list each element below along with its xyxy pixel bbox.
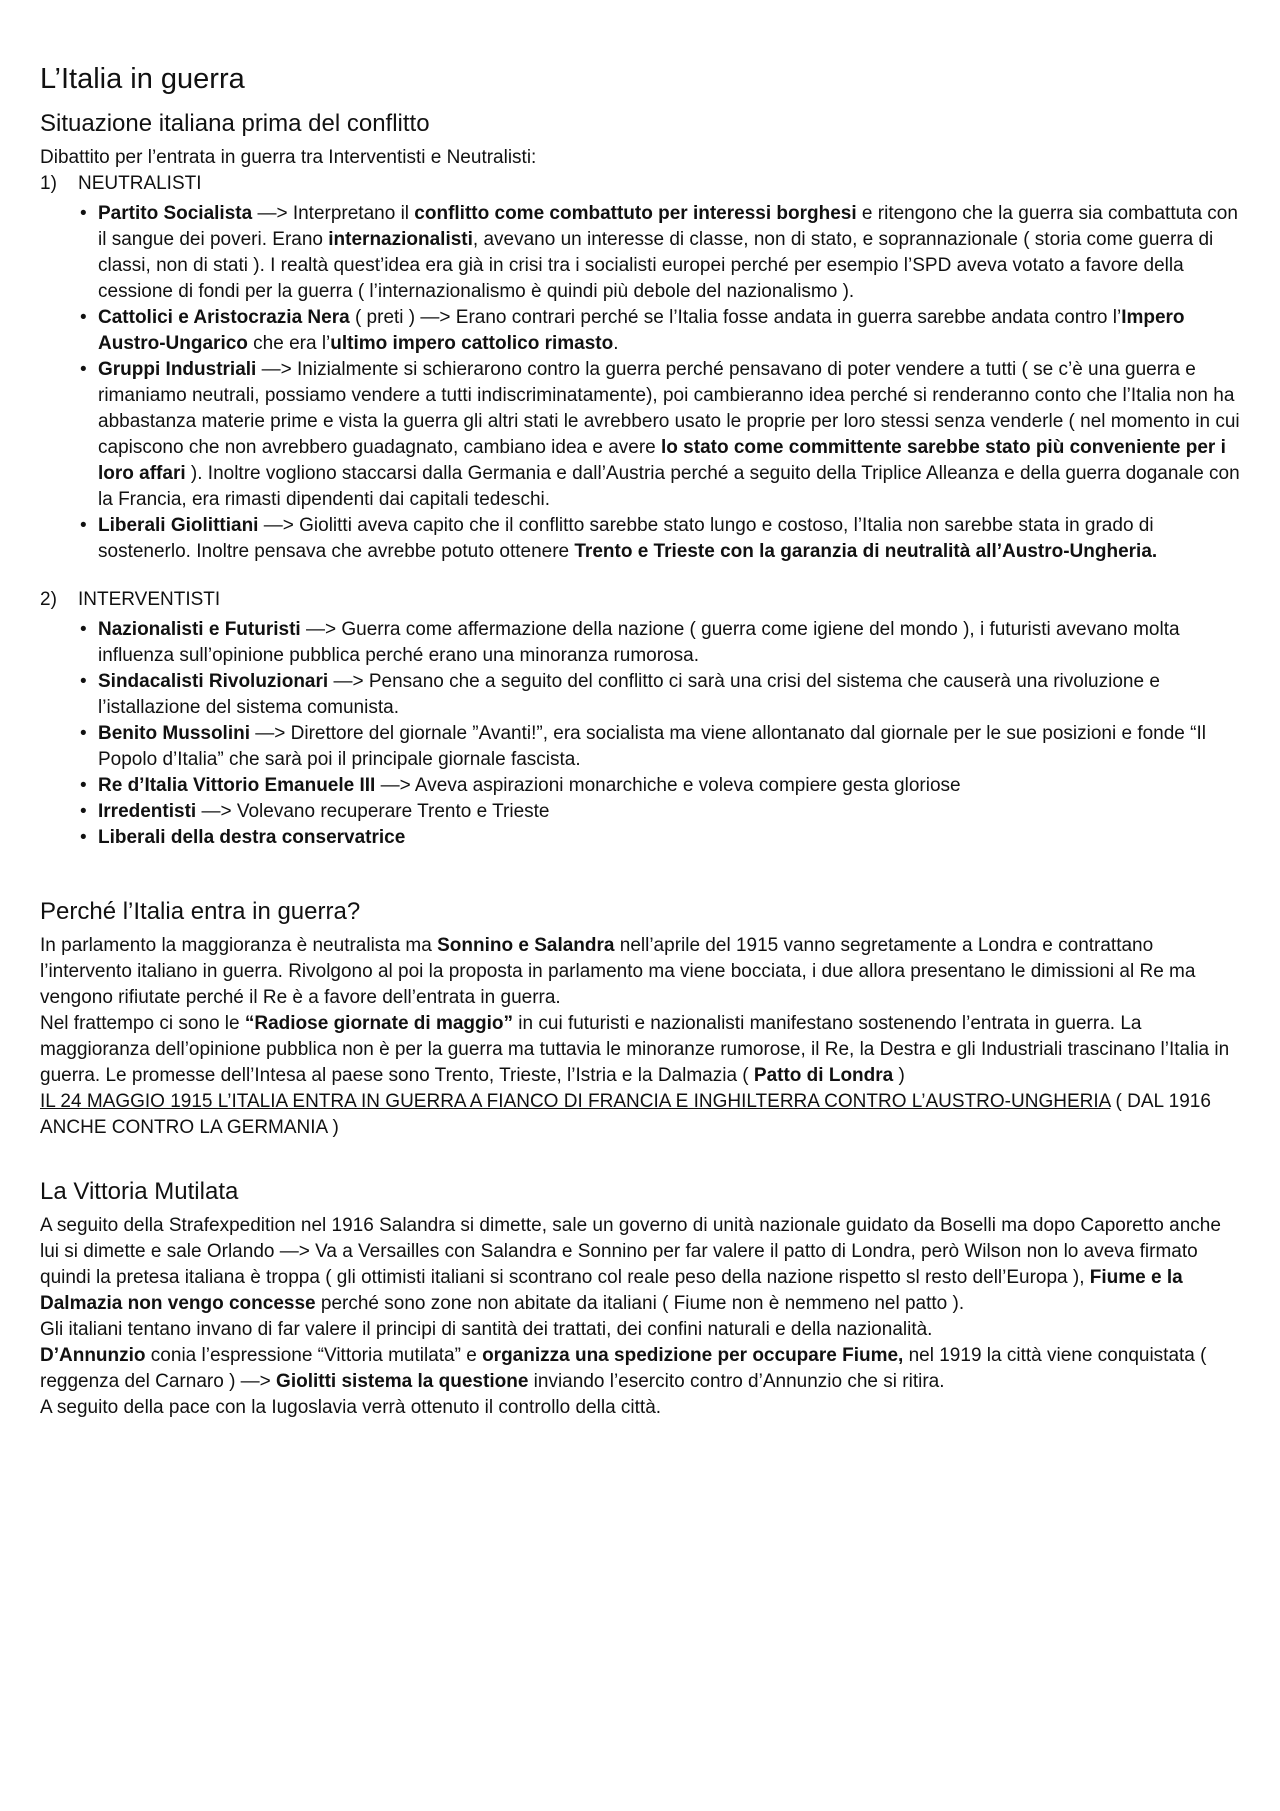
section-heading-perche: Perché l’Italia entra in guerra?	[40, 897, 361, 925]
section-vittoria-mutilata	[40, 1177, 1240, 1421]
list-item: • Partito Socialista —> Interpretano il conflitto come combattuto per interessi borghesi e ritengono che la guerra sia combattuta con il sangue dei poveri. Erano internazionalisti, avevano un interesse di classe, non di stato, e soprannazionale ( storia come guerra di classi, non di stati ). I realtà quest’idea era già in crisi tra i socialisti europei perché per esempio l’SPD aveva votato a favore della cessione di fondi per la guerra ( l’internazionalismo è quindi più debole del nazionalismo ).	[80, 201, 1240, 305]
section-perche	[40, 897, 1240, 1141]
list-item: • Liberali Giolittiani —> Giolitti aveva capito che il conflitto sarebbe stato lungo e costoso, l’Italia non sarebbe stata in grado di sostenerlo. Inoltre pensava che avrebbe potuto ottenere Trento e Trieste con la garanzia di neutralità all’Austro-Ungheria.	[80, 513, 1240, 565]
list-header-label: INTERVENTISTI	[78, 588, 221, 610]
paragraph: IL 24 MAGGIO 1915 L’ITALIA ENTRA IN GUERRA A FIANCO DI FRANCIA E INGHILTERRA CONTRO L’AUSTRO-UNGHERIA ( DAL 1916 ANCHE CONTRO LA GERMANIA )	[40, 1090, 1211, 1138]
section-situazione	[40, 109, 1240, 851]
section-heading-vittoria: La Vittoria Mutilata	[40, 1177, 239, 1205]
list-item: • Cattolici e Aristocrazia Nera ( preti ) —> Erano contrari perché se l’Italia fosse andata in guerra sarebbe andata contro l’Impero Austro-Ungarico che era l’ultimo impero cattolico rimasto.	[80, 305, 1240, 357]
underlined-statement: IL 24 MAGGIO 1915 L’ITALIA ENTRA IN GUERRA A FIANCO DI FRANCIA E INGHILTERRA CONTRO L’AUSTRO-UNGHERIA	[40, 1090, 1111, 1112]
paragraph: A seguito della Strafexpedition nel 1916 Salandra si dimette, sale un governo di unità nazionale guidato da Boselli ma dopo Caporetto anche lui si dimette e sale Orlando —> Va a Versailles con Salandra e Sonnino per far valere il patto di Londra, però Wilson non lo aveva firmato quindi la pretesa italiana è troppa ( gli ottimisti italiani si scontrano col reale peso della nazione rispetto sl resto dell’Europa ), Fiume e la Dalmazia non vengo concesse perché sono zone non abitate da italiani ( Fiume non è nemmeno nel patto ).	[40, 1214, 1221, 1314]
list-item: • Re d’Italia Vittorio Emanuele III —> Aveva aspirazioni monarchiche e voleva compiere gesta gloriose	[80, 773, 1240, 799]
paragraph: D’Annunzio conia l’espressione “Vittoria mutilata” e organizza una spedizione per occupare Fiume, nel 1919 la città viene conquistata ( reggenza del Carnaro ) —> Giolitti sistema la questione inviando l’esercito contro d’Annunzio che si ritira.	[40, 1344, 1207, 1392]
list-number: 1)	[40, 172, 57, 194]
list-header-neutralisti	[40, 171, 1240, 197]
list-item: • Gruppi Industriali —> Inizialmente si schierarono contro la guerra perché pensavano di poter vendere a tutti ( se c’è una guerra e rimaniamo neutrali, possiamo vendere a tutti indiscriminatamente), poi cambieranno idea perché si renderanno conto che l’Italia non ha abbastanza materie prime e vista la guerra gli altri stati le avrebbero usato le proprie per loro stessi senza venderle ( nel momento in cui capiscono che non avrebbero guadagnato, cambiano idea e avere lo stato come committente sarebbe stato più conveniente per i loro affari ). Inoltre vogliono staccarsi dalla Germania e dall’Austria perché a seguito della Triplice Alleanza e della guerra doganale con la Francia, era rimasti dipendenti dai capitali tedeschi.	[80, 357, 1240, 513]
list-item: • Nazionalisti e Futuristi —> Guerra come affermazione della nazione ( guerra come igiene del mondo ), i futuristi avevano molta influenza sull’opinione pubblica perché erano una minoranza rumorosa.	[80, 617, 1240, 669]
list-item: • Liberali della destra conservatrice	[80, 825, 1240, 851]
neutralisti-list	[40, 201, 1240, 565]
list-item: • Sindacalisti Rivoluzionari —> Pensano che a seguito del conflitto ci sarà una crisi del sistema che causerà una rivoluzione e l’istallazione del sistema comunista.	[80, 669, 1240, 721]
list-item: • Benito Mussolini —> Direttore del giornale ”Avanti!”, era socialista ma viene allontanato dal giornale per le sue posizioni e fonde “Il Popolo d’Italia” che sarà poi il principale giornale fascista.	[80, 721, 1240, 773]
list-header-interventisti	[40, 587, 1240, 613]
list-item: • Irredentisti —> Volevano recuperare Trento e Trieste	[80, 799, 1240, 825]
page-title: L’Italia in guerra	[40, 63, 245, 95]
paragraph: Gli italiani tentano invano di far valere il principi di santità dei trattati, dei confini naturali e della nazionalità.	[40, 1318, 933, 1340]
interventisti-list	[40, 617, 1240, 851]
list-number: 2)	[40, 588, 57, 610]
section-heading-situazione: Situazione italiana prima del conflitto	[40, 109, 430, 137]
list-header-label: NEUTRALISTI	[78, 172, 202, 194]
paragraph: Nel frattempo ci sono le “Radiose giornate di maggio” in cui futuristi e nazionalisti manifestano sostenendo l’entrata in guerra. La maggioranza dell’opinione pubblica non è per la guerra ma tuttavia le minoranze rumorose, il Re, la Destra e gli Industriali trascinano l’Italia in guerra. Le promesse dell’Intesa al paese sono Trento, Trieste, l’Istria e la Dalmazia ( Patto di Londra )	[40, 1012, 1230, 1086]
section-intro: Dibattito per l’entrata in guerra tra Interventisti e Neutralisti:	[40, 146, 537, 168]
paragraph: A seguito della pace con la Iugoslavia verrà ottenuto il controllo della città.	[40, 1396, 662, 1418]
paragraph: In parlamento la maggioranza è neutralista ma Sonnino e Salandra nell’aprile del 1915 vanno segretamente a Londra e contrattano l’intervento italiano in guerra. Rivolgono al poi la proposta in parlamento ma viene bocciata, i due allora presentano le dimissioni al Re ma vengono rifiutate perché il Re è a favore dell’entrata in guerra.	[40, 934, 1196, 1008]
